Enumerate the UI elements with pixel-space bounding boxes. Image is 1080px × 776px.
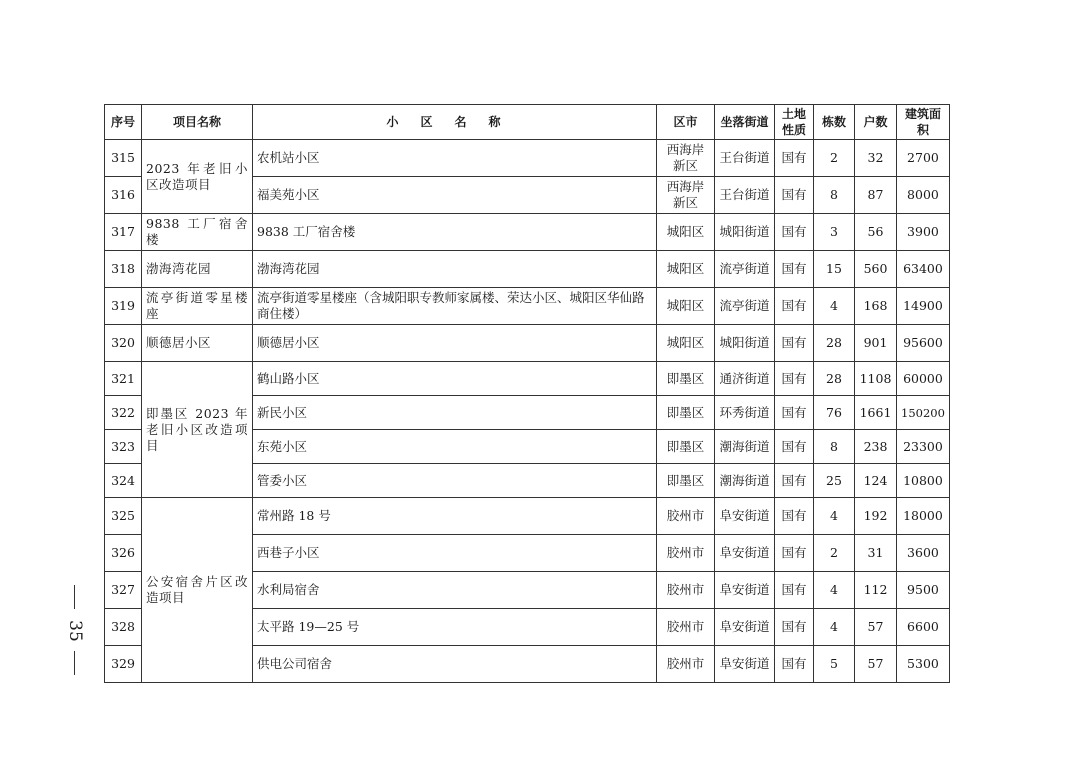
header-community: 小区名称 xyxy=(253,105,657,140)
cell-buildings: 4 xyxy=(814,498,855,535)
cell-buildings: 15 xyxy=(814,251,855,288)
header-no: 序号 xyxy=(105,105,142,140)
header-area: 建筑面积 xyxy=(897,105,950,140)
cell-project: 即墨区 2023 年老旧小区改造项目 xyxy=(142,362,253,498)
cell-street: 阜安街道 xyxy=(715,535,775,572)
cell-area: 95600 xyxy=(897,325,950,362)
cell-street: 阜安街道 xyxy=(715,646,775,683)
cell-land: 国有 xyxy=(775,498,814,535)
cell-land: 国有 xyxy=(775,572,814,609)
cell-buildings: 8 xyxy=(814,177,855,214)
cell-households: 192 xyxy=(855,498,897,535)
cell-households: 56 xyxy=(855,214,897,251)
cell-street: 流亭街道 xyxy=(715,251,775,288)
cell-district: 西海岸新区 xyxy=(657,140,715,177)
cell-buildings: 28 xyxy=(814,325,855,362)
cell-community: 东苑小区 xyxy=(253,430,657,464)
cell-area: 18000 xyxy=(897,498,950,535)
cell-households: 560 xyxy=(855,251,897,288)
cell-households: 112 xyxy=(855,572,897,609)
cell-community: 太平路 19—25 号 xyxy=(253,609,657,646)
cell-community: 顺德居小区 xyxy=(253,325,657,362)
cell-land: 国有 xyxy=(775,177,814,214)
cell-households: 238 xyxy=(855,430,897,464)
header-district: 区市 xyxy=(657,105,715,140)
cell-households: 1661 xyxy=(855,396,897,430)
cell-households: 1108 xyxy=(855,362,897,396)
cell-street: 阜安街道 xyxy=(715,498,775,535)
cell-street: 阜安街道 xyxy=(715,572,775,609)
cell-street: 城阳街道 xyxy=(715,325,775,362)
cell-district: 胶州市 xyxy=(657,498,715,535)
cell-buildings: 28 xyxy=(814,362,855,396)
header-street: 坐落街道 xyxy=(715,105,775,140)
table-row xyxy=(105,140,950,177)
cell-land: 国有 xyxy=(775,609,814,646)
cell-no: 323 xyxy=(105,430,142,464)
cell-street: 城阳街道 xyxy=(715,214,775,251)
cell-households: 31 xyxy=(855,535,897,572)
cell-buildings: 3 xyxy=(814,214,855,251)
cell-households: 57 xyxy=(855,646,897,683)
cell-district: 城阳区 xyxy=(657,325,715,362)
cell-street: 王台街道 xyxy=(715,177,775,214)
cell-area: 150200 xyxy=(897,396,950,430)
header-row xyxy=(105,105,950,140)
cell-community: 新民小区 xyxy=(253,396,657,430)
cell-community: 福美苑小区 xyxy=(253,177,657,214)
cell-no: 329 xyxy=(105,646,142,683)
cell-project: 顺德居小区 xyxy=(142,325,253,362)
cell-no: 317 xyxy=(105,214,142,251)
cell-community: 水利局宿舍 xyxy=(253,572,657,609)
cell-community: 渤海湾花园 xyxy=(253,251,657,288)
cell-no: 316 xyxy=(105,177,142,214)
cell-community: 西巷子小区 xyxy=(253,535,657,572)
page-number-dash-top xyxy=(74,585,75,609)
cell-community: 常州路 18 号 xyxy=(253,498,657,535)
cell-street: 流亭街道 xyxy=(715,288,775,325)
cell-no: 324 xyxy=(105,464,142,498)
cell-district: 胶州市 xyxy=(657,572,715,609)
header-land: 土地性质 xyxy=(775,105,814,140)
cell-buildings: 4 xyxy=(814,572,855,609)
cell-area: 6600 xyxy=(897,609,950,646)
header-buildings: 栋数 xyxy=(814,105,855,140)
cell-land: 国有 xyxy=(775,325,814,362)
table-row xyxy=(105,362,950,396)
cell-land: 国有 xyxy=(775,140,814,177)
cell-project: 9838 工厂宿舍楼 xyxy=(142,214,253,251)
cell-community: 流亭街道零星楼座（含城阳职专教师家属楼、荣达小区、城阳区华仙路商住楼） xyxy=(253,288,657,325)
cell-area: 3900 xyxy=(897,214,950,251)
cell-buildings: 2 xyxy=(814,535,855,572)
cell-district: 即墨区 xyxy=(657,430,715,464)
cell-buildings: 8 xyxy=(814,430,855,464)
cell-buildings: 76 xyxy=(814,396,855,430)
cell-buildings: 4 xyxy=(814,609,855,646)
cell-no: 322 xyxy=(105,396,142,430)
cell-project: 渤海湾花园 xyxy=(142,251,253,288)
cell-district: 城阳区 xyxy=(657,251,715,288)
cell-area: 2700 xyxy=(897,140,950,177)
cell-land: 国有 xyxy=(775,214,814,251)
cell-street: 环秀街道 xyxy=(715,396,775,430)
cell-no: 327 xyxy=(105,572,142,609)
cell-community: 9838 工厂宿舍楼 xyxy=(253,214,657,251)
cell-area: 3600 xyxy=(897,535,950,572)
cell-land: 国有 xyxy=(775,464,814,498)
table-row xyxy=(105,288,950,325)
cell-district: 胶州市 xyxy=(657,609,715,646)
cell-community: 农机站小区 xyxy=(253,140,657,177)
cell-no: 315 xyxy=(105,140,142,177)
cell-district: 即墨区 xyxy=(657,396,715,430)
cell-land: 国有 xyxy=(775,288,814,325)
cell-buildings: 4 xyxy=(814,288,855,325)
cell-area: 8000 xyxy=(897,177,950,214)
cell-street: 潮海街道 xyxy=(715,464,775,498)
cell-community: 管委小区 xyxy=(253,464,657,498)
cell-land: 国有 xyxy=(775,535,814,572)
cell-no: 320 xyxy=(105,325,142,362)
cell-area: 5300 xyxy=(897,646,950,683)
cell-no: 326 xyxy=(105,535,142,572)
cell-district: 城阳区 xyxy=(657,288,715,325)
cell-street: 王台街道 xyxy=(715,140,775,177)
cell-project: 流亭街道零星楼座 xyxy=(142,288,253,325)
cell-area: 60000 xyxy=(897,362,950,396)
cell-households: 32 xyxy=(855,140,897,177)
cell-no: 321 xyxy=(105,362,142,396)
table-row xyxy=(105,325,950,362)
cell-households: 901 xyxy=(855,325,897,362)
cell-no: 328 xyxy=(105,609,142,646)
header-project: 项目名称 xyxy=(142,105,253,140)
table-row xyxy=(105,498,950,535)
cell-land: 国有 xyxy=(775,646,814,683)
cell-buildings: 25 xyxy=(814,464,855,498)
page-number-text: 35 xyxy=(65,620,85,642)
table-row xyxy=(105,214,950,251)
cell-district: 城阳区 xyxy=(657,214,715,251)
page-number-dash-bottom xyxy=(74,651,75,675)
cell-land: 国有 xyxy=(775,430,814,464)
cell-project: 2023 年老旧小区改造项目 xyxy=(142,140,253,214)
cell-community: 鹤山路小区 xyxy=(253,362,657,396)
cell-area: 63400 xyxy=(897,251,950,288)
cell-street: 通济街道 xyxy=(715,362,775,396)
cell-area: 9500 xyxy=(897,572,950,609)
cell-area: 14900 xyxy=(897,288,950,325)
cell-land: 国有 xyxy=(775,251,814,288)
cell-households: 124 xyxy=(855,464,897,498)
cell-land: 国有 xyxy=(775,396,814,430)
cell-no: 319 xyxy=(105,288,142,325)
cell-area: 10800 xyxy=(897,464,950,498)
cell-land: 国有 xyxy=(775,362,814,396)
cell-households: 168 xyxy=(855,288,897,325)
renovation-table xyxy=(104,104,950,683)
cell-no: 325 xyxy=(105,498,142,535)
cell-households: 87 xyxy=(855,177,897,214)
cell-area: 23300 xyxy=(897,430,950,464)
header-households: 户数 xyxy=(855,105,897,140)
cell-community: 供电公司宿舍 xyxy=(253,646,657,683)
page-number xyxy=(60,585,90,675)
cell-street: 阜安街道 xyxy=(715,609,775,646)
cell-district: 西海岸新区 xyxy=(657,177,715,214)
cell-buildings: 5 xyxy=(814,646,855,683)
cell-no: 318 xyxy=(105,251,142,288)
cell-district: 胶州市 xyxy=(657,646,715,683)
cell-households: 57 xyxy=(855,609,897,646)
table-row xyxy=(105,251,950,288)
cell-district: 胶州市 xyxy=(657,535,715,572)
cell-street: 潮海街道 xyxy=(715,430,775,464)
cell-buildings: 2 xyxy=(814,140,855,177)
cell-district: 即墨区 xyxy=(657,362,715,396)
cell-project: 公安宿舍片区改造项目 xyxy=(142,498,253,683)
cell-district: 即墨区 xyxy=(657,464,715,498)
